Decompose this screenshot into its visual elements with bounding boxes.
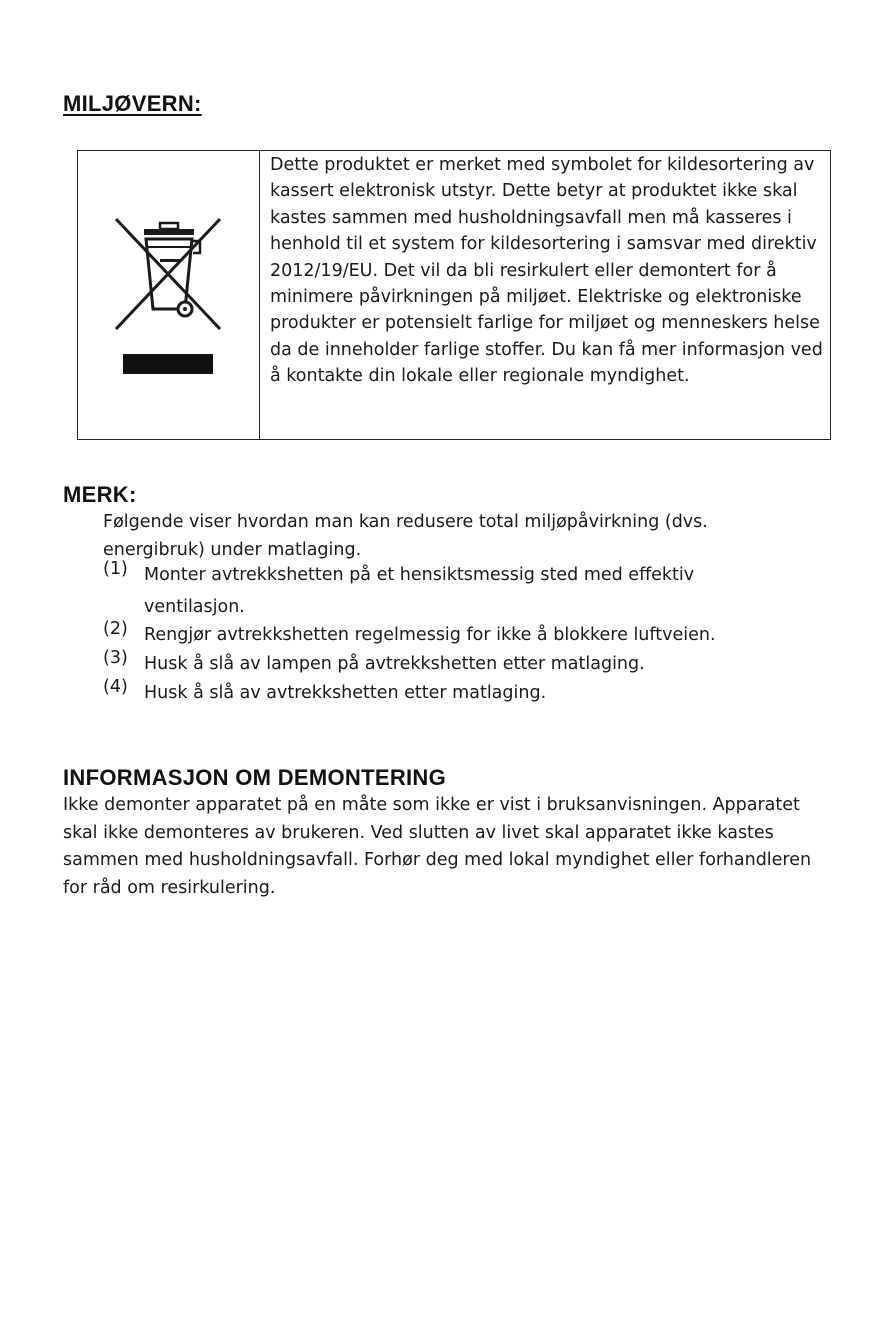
list-text: Monter avtrekkshetten på et hensiktsmessig sted med effektiv ventilasjon.	[144, 565, 695, 617]
weee-symbol-cell	[78, 151, 260, 439]
list-text: Husk å slå av avtrekkshetten etter matlaging.	[144, 683, 547, 703]
disassembly-heading: INFORMASJON OM DEMONTERING	[63, 765, 447, 790]
list-number: (4)	[103, 677, 128, 697]
list-number: (2)	[103, 619, 128, 639]
list-text: Husk å slå av lampen på avtrekkshetten etter matlaging.	[144, 654, 645, 674]
weee-info-table	[77, 150, 831, 440]
note-intro: Følgende viser hvordan man kan redusere total miljøpåvirkning (dvs. energibruk) under matlaging.	[103, 512, 708, 560]
weee-description: Dette produktet er merket med symbolet for kildesortering av kassert elektronisk utstyr. Dette betyr at produktet ikke skal kastes sammen med husholdningsavfall men må kasseres i henhold til et system for kildesortering i samsvar med direktiv 2012/19/EU. Det vil da bli resirkulert eller demontert for å minimere påvirkningen på miljøet. Elektriske og elektroniske produkter er potensielt farlige for miljøet og menneskers helse da de inneholder farlige stoffer. Du kan få mer informasjon ved å kontakte din lokale eller regionale myndighet.	[270, 155, 823, 387]
list-number: (1)	[103, 559, 128, 579]
list-number: (3)	[103, 648, 128, 668]
crossed-out-wheelie-bin-icon	[108, 211, 228, 381]
list-text: Rengjør avtrekkshetten regelmessig for ikke å blokkere luftveien.	[144, 625, 716, 645]
environment-heading: MILJØVERN:	[63, 91, 202, 116]
note-heading: MERK:	[63, 482, 137, 507]
disassembly-text: Ikke demonter apparatet på en måte som ikke er vist i bruksanvisningen. Apparatet skal ikke demonteres av brukeren. Ved slutten av livet skal apparatet ikke kastes sammen med husholdningsavfall. Forhør deg med lokal myndighet eller forhandleren for råd om resirkulering.	[63, 795, 812, 898]
